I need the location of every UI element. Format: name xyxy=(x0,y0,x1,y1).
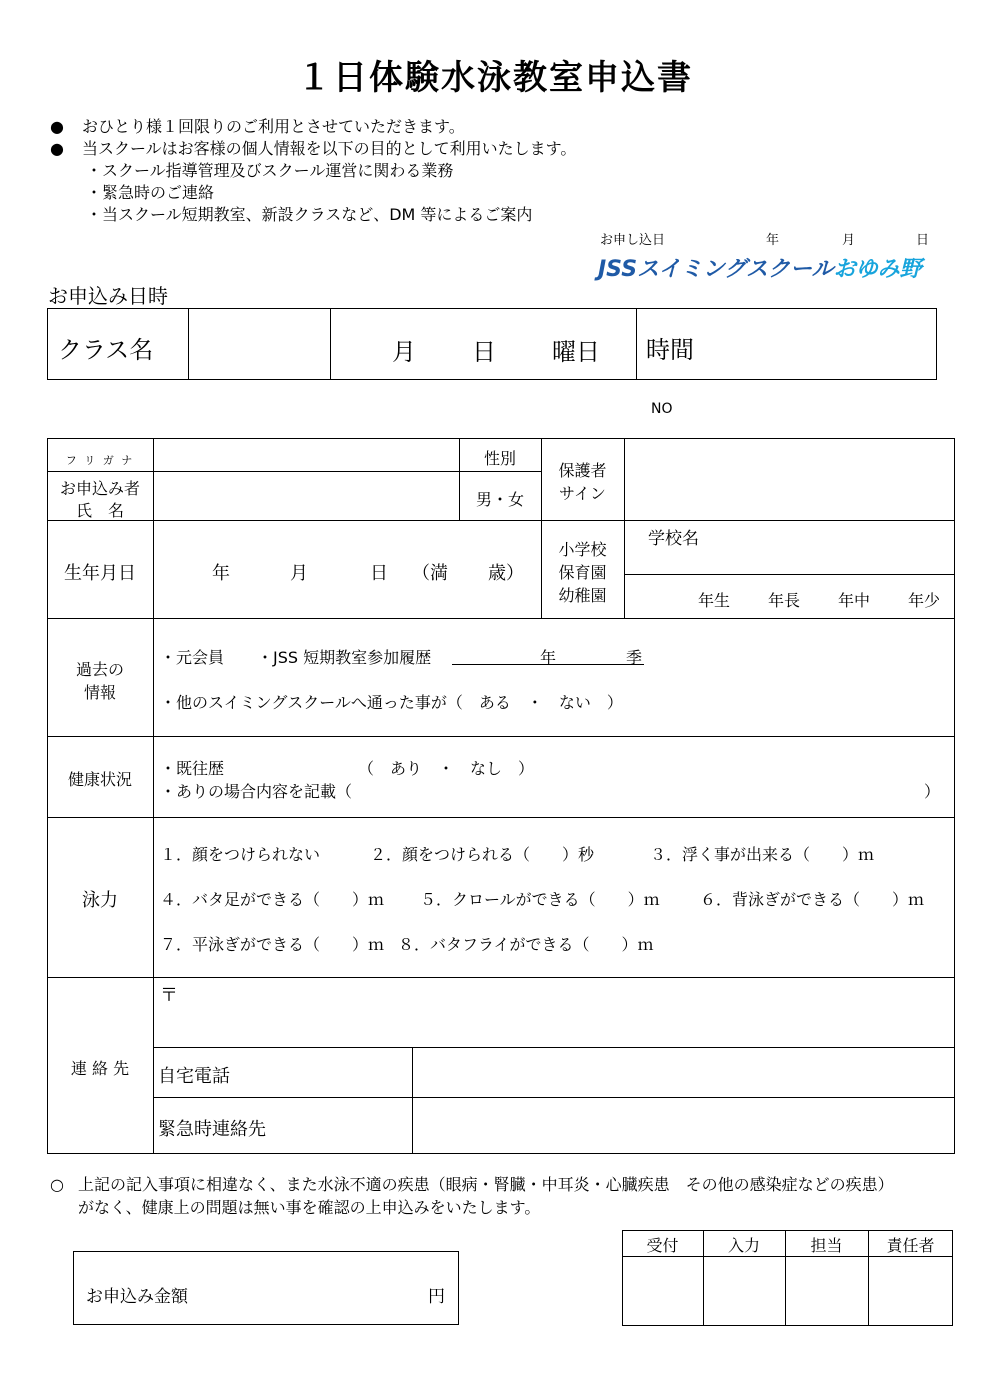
grade-3[interactable]: 年中 xyxy=(838,591,871,610)
grade-2[interactable]: 年長 xyxy=(768,591,801,610)
confirm-text-2: がなく、健康上の問題は無い事を確認の上申込みをいたします。 xyxy=(78,1198,541,1217)
confirm-text-1: 上記の記入事項に相違なく、また水泳不適の疾患（眼病・腎臓・中耳炎・心臓疾患 その他の感染症などの疾患） xyxy=(78,1175,894,1194)
grade-1[interactable]: 年生 xyxy=(698,591,731,610)
apply-date-day: 日 xyxy=(916,233,930,248)
swim-item-1[interactable]: １．顔をつけられない xyxy=(160,845,321,864)
jss-history[interactable]: ・JSS 短期教室参加履歴 xyxy=(257,648,432,667)
bullet-icon: ● xyxy=(50,117,64,136)
gender-options[interactable]: 男・女 xyxy=(475,490,524,509)
dob-label: 生年月日 xyxy=(64,563,136,584)
office-header-reception: 受付 xyxy=(646,1236,679,1255)
logo-main-text: JSSスイミングスクール xyxy=(598,257,834,282)
former-member[interactable]: ・元会員 xyxy=(160,648,225,667)
apply-date-year: 年 xyxy=(766,233,780,248)
swim-item-2[interactable]: ２．顔をつけられる（ ）秒 xyxy=(370,845,595,864)
medical-detail: ・ありの場合内容を記載（ xyxy=(160,782,353,801)
furigana-field[interactable] xyxy=(155,440,457,470)
dob-month: 月 xyxy=(290,563,308,584)
swim-item-3[interactable]: ３．浮く事が出来る（ ）ｍ xyxy=(650,845,875,864)
office-header-input: 入力 xyxy=(727,1236,760,1255)
history-year: 年 xyxy=(540,648,557,667)
fee-label: お申込み金額 xyxy=(86,1287,188,1307)
medical-history-options[interactable]: （ あり ・ なし ） xyxy=(358,759,535,778)
apply-date-month: 月 xyxy=(842,233,856,248)
bullet-icon: ● xyxy=(50,139,64,158)
schedule-month: 月 xyxy=(392,338,416,366)
school-name-label: 学校名 xyxy=(648,529,699,549)
apply-date-label: お申し込日 xyxy=(600,233,666,248)
applicant-name-label-1: お申込み者 xyxy=(59,479,140,498)
history-label-1: 過去の xyxy=(75,660,124,679)
office-header-manager: 責任者 xyxy=(886,1236,935,1255)
school-type-3: 幼稚園 xyxy=(558,586,607,605)
swim-item-6[interactable]: ６．背泳ぎができる（ ）ｍ xyxy=(700,890,925,909)
schedule-weekday: 曜日 xyxy=(552,338,600,366)
applicant-name-label-2: 氏 名 xyxy=(75,501,124,520)
home-phone-label: 自宅電話 xyxy=(158,1066,230,1087)
guardian-label-2: サイン xyxy=(559,484,606,503)
note-sub-2: ・緊急時のご連絡 xyxy=(86,183,215,202)
history-label-2: 情報 xyxy=(83,683,116,702)
other-school[interactable]: ・他のスイミングスクールへ通った事が（ ある ・ ない ） xyxy=(160,693,623,712)
guardian-label-1: 保護者 xyxy=(558,461,607,480)
schedule-heading: お申込み日時 xyxy=(48,284,168,308)
note-2: 当スクールはお客様の個人情報を以下の目的として利用いたします。 xyxy=(82,139,577,158)
home-phone-field[interactable] xyxy=(414,1049,953,1096)
dob-day: 日 xyxy=(370,563,388,584)
note-sub-3: ・当スクール短期教室、新設クラスなど、DM 等によるご案内 xyxy=(86,205,533,224)
office-header-staff: 担当 xyxy=(810,1236,843,1255)
note-sub-1: ・スクール指導管理及びスクール運営に関わる業務 xyxy=(86,161,454,180)
health-label: 健康状況 xyxy=(67,770,132,789)
class-name-field[interactable] xyxy=(190,310,329,378)
time-label: 時間 xyxy=(646,336,694,364)
swim-label: 泳力 xyxy=(82,890,118,911)
emergency-contact-label: 緊急時連絡先 xyxy=(158,1119,266,1140)
number-label: NO xyxy=(651,401,673,417)
postal-mark: 〒 xyxy=(160,985,178,1006)
circle-icon: ○ xyxy=(50,1175,64,1194)
furigana-label: フ リ ガ ナ xyxy=(65,454,135,467)
gender-label: 性別 xyxy=(483,449,516,468)
age-close: 歳） xyxy=(488,563,524,584)
school-logo xyxy=(598,252,922,283)
class-name-label: クラス名 xyxy=(58,336,154,364)
medical-detail-close: ） xyxy=(924,782,941,801)
school-type-2: 保育園 xyxy=(558,563,607,582)
swim-item-4[interactable]: ４．バタ足ができる（ ）ｍ xyxy=(160,890,385,909)
dob-year: 年 xyxy=(212,563,230,584)
swim-item-5[interactable]: ５．クロールができる（ ）ｍ xyxy=(420,890,660,909)
logo-accent-text: おゆみ野 xyxy=(833,257,922,282)
age-open: （満 xyxy=(412,563,448,584)
schedule-day: 日 xyxy=(472,338,496,366)
swim-item-7[interactable]: ７．平泳ぎができる（ ）ｍ xyxy=(160,935,385,954)
contact-label: 連 絡 先 xyxy=(70,1059,130,1078)
school-type-1: 小学校 xyxy=(558,540,607,559)
address-field[interactable] xyxy=(182,979,952,1045)
swim-item-8[interactable]: ８．バタフライができる（ ）ｍ xyxy=(398,935,654,954)
grade-4[interactable]: 年少 xyxy=(908,591,941,610)
history-season: 季 xyxy=(626,648,643,667)
fee-unit: 円 xyxy=(428,1287,445,1307)
medical-history: ・既往歴 xyxy=(160,759,225,778)
emergency-contact-field[interactable] xyxy=(414,1099,953,1153)
guardian-sign-field[interactable] xyxy=(626,440,953,518)
page-title: １日体験水泳教室申込書 xyxy=(297,58,693,98)
applicant-name-field[interactable] xyxy=(155,473,457,519)
note-1: おひとり様１回限りのご利用とさせていただきます。 xyxy=(82,117,465,136)
